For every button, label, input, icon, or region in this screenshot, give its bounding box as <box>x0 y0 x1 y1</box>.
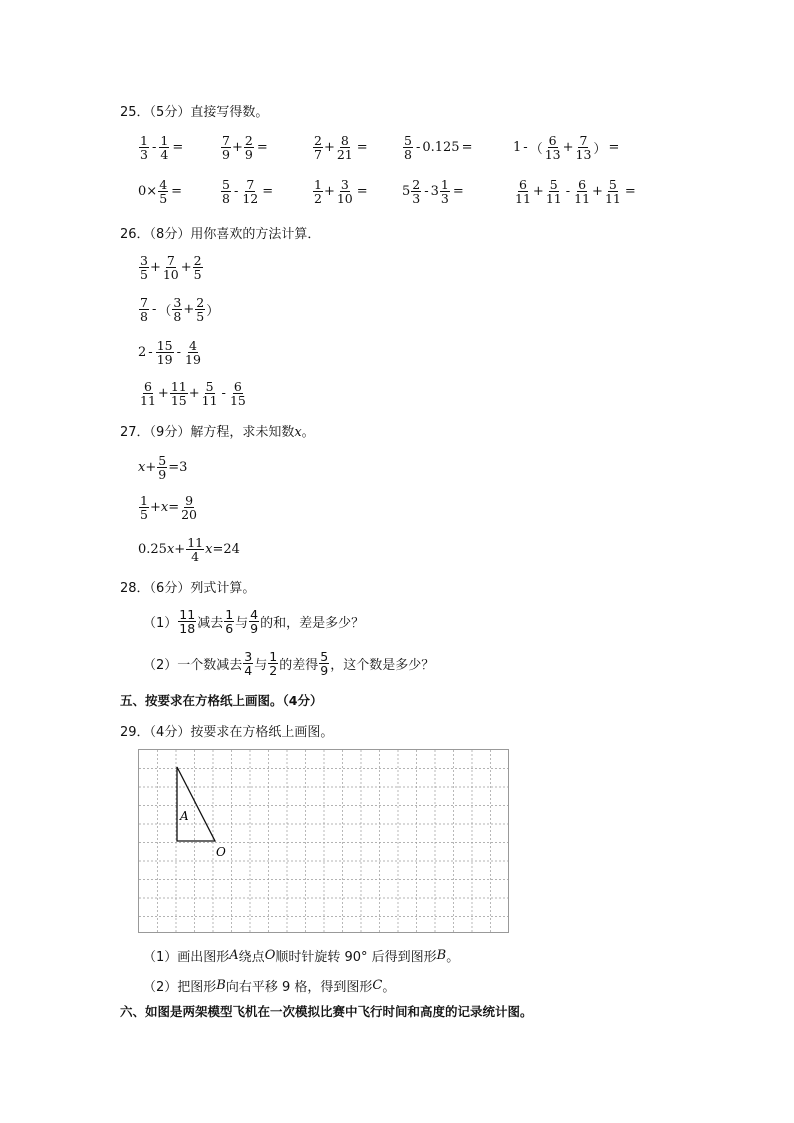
q25-row1-b: $\frac{7}{9}$ + $\frac{2}{9}$ = <box>222 133 268 163</box>
grid-svg <box>139 750 508 932</box>
q28-sub-1: （1） $\frac{11}{18}$ 减去 $\frac{1}{6}$ 与 $\frac{4}{9}$ 的和，差是多少？ <box>143 607 365 637</box>
fraction: $\frac{1}{3}$ <box>140 133 148 163</box>
q29-title: 29．（4分）按要求在方格纸上画图。 <box>120 725 334 740</box>
q27-eq-2: $\frac{1}{5}$ + x = $\frac{9}{20}$ <box>140 493 198 523</box>
section-5-heading: 五、按要求在方格纸上画图。（4分） <box>120 693 323 708</box>
q25-row2-d: 5 $\frac{2}{3}$ - 3 $\frac{1}{3}$ = <box>402 177 464 207</box>
q29-sub-2: （2）把图形 B 向右平移 9 格，得到图形 C 。 <box>143 978 396 995</box>
q25-row2-a: 0 × $\frac{4}{5}$ = <box>138 177 183 207</box>
q25-row1-e: 1 - （ $\frac{6}{13}$ + $\frac{7}{13}$ ） = <box>513 133 620 163</box>
q26-expr-4: $\frac{6}{11}$ + $\frac{11}{15}$ + $\frac{5}{11}$ - $\frac{6}{15}$ <box>140 379 246 409</box>
q25-row1-d: $\frac{5}{8}$ - 0.125 = <box>404 133 473 163</box>
triangle-a <box>177 767 215 841</box>
q26-expr-1: $\frac{3}{5}$ + $\frac{7}{10}$ + $\frac{2}{5}$ <box>140 253 202 283</box>
label-o: O <box>216 845 226 859</box>
q25-row2-c: $\frac{1}{2}$ + $\frac{3}{10}$ = <box>314 177 368 207</box>
q28-sub-2: （2） 一个数减去 $\frac{3}{4}$ 与 $\frac{1}{2}$ 的差得 $\frac{5}{9}$ ，这个数是多少？ <box>143 649 435 679</box>
q25-row1: $\frac{1}{3}$ - $\frac{1}{4}$ = <box>140 133 184 163</box>
q25-row1-c: $\frac{2}{7}$ + $\frac{8}{21}$ = <box>314 133 368 163</box>
q26-expr-2: $\frac{7}{8}$ - （ $\frac{3}{8}$ + $\frac{2}{5}$ ） <box>140 295 220 325</box>
q28-title: 28．（6分）列式计算。 <box>120 581 256 596</box>
q27-title: 27．（9分）解方程，求未知数x。 <box>120 425 315 440</box>
q25-row2-e: $\frac{6}{11}$ + $\frac{5}{11}$ - $\frac{6}{11}$ + $\frac{5}{11}$ = <box>515 177 636 207</box>
q26-title: 26．（8分）用你喜欢的方法计算． <box>120 227 321 242</box>
q29-sub-1: （1）画出图形 A 绕点 O 顺时针旋转 90° 后得到图形 B 。 <box>143 948 460 965</box>
q26-expr-3: 2 - $\frac{15}{19}$ - $\frac{4}{19}$ <box>138 338 201 368</box>
fraction: $\frac{1}{4}$ <box>160 133 169 163</box>
grid-paper <box>138 749 509 933</box>
label-a: A <box>180 809 189 823</box>
q27-eq-3: 0.25 x + $\frac{11}{4}$ x = 24 <box>138 535 240 565</box>
q25-title: 25．（5分）直接写得数。 <box>120 105 269 120</box>
q25-row2-b: $\frac{5}{8}$ - $\frac{7}{12}$ = <box>222 177 274 207</box>
section-6-heading: 六、如图是两架模型飞机在一次模拟比赛中飞行时间和高度的记录统计图。 <box>120 1004 533 1019</box>
q27-eq-1: x + $\frac{5}{9}$ = 3 <box>138 453 188 483</box>
